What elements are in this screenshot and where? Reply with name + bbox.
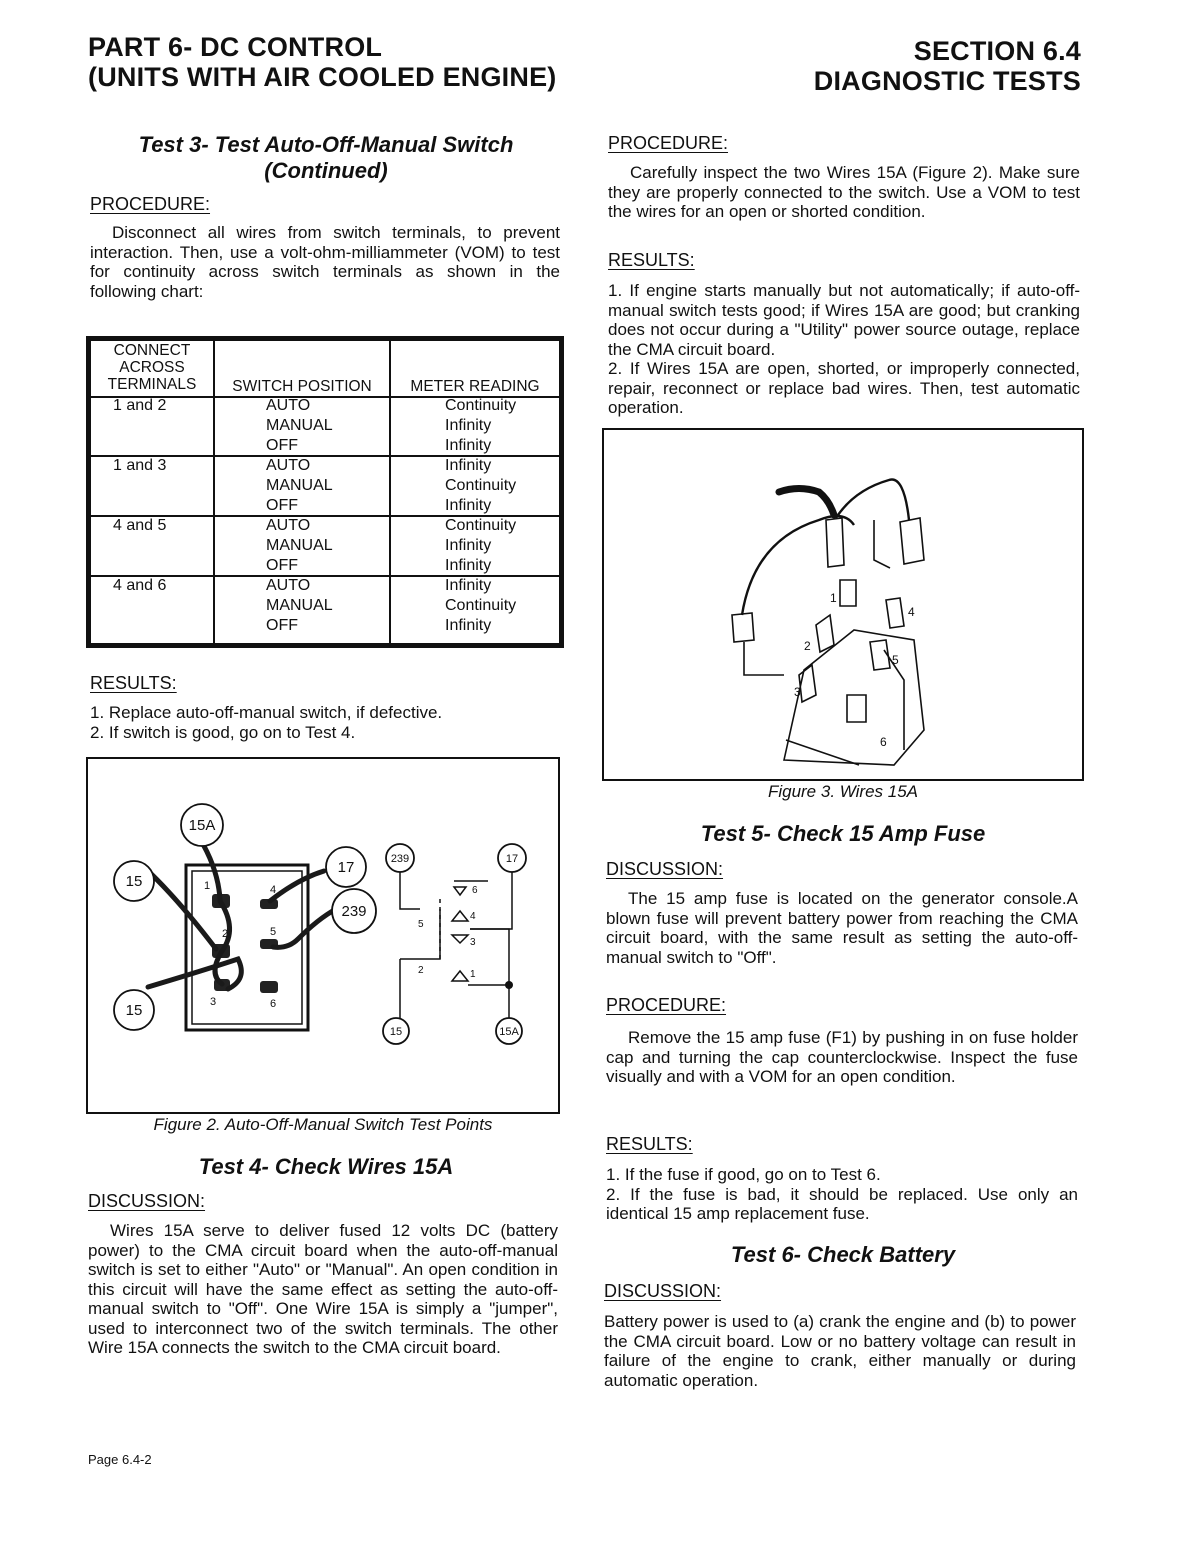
fig3-terminal-4: 4 <box>908 605 915 619</box>
label-17-wire: 17 <box>337 859 355 876</box>
table-cell-reading: Infinity <box>445 437 492 454</box>
terminal-number-3: 3 <box>210 996 217 1008</box>
table-cell-reading: Infinity <box>445 537 492 554</box>
test3-title-line1: Test 3- Test Auto-Off-Manual Switch <box>138 132 514 157</box>
section-title-line1: SECTION 6.4 <box>913 36 1081 66</box>
label-15-wire-bottom: 15 <box>125 1002 143 1019</box>
terminal-number-4: 4 <box>270 884 277 896</box>
table-cell-position: AUTO <box>266 517 311 534</box>
test5-title: Test 5- Check 15 Amp Fuse <box>700 821 986 846</box>
fig3-terminal-6: 6 <box>880 735 887 749</box>
schematic-label-15a: 15A <box>499 1026 519 1038</box>
test3-results-heading: RESULTS: <box>90 673 177 693</box>
test3-results <box>90 703 560 742</box>
table-cell-reading: Infinity <box>445 497 492 514</box>
table-cell-terminals: 4 and 6 <box>113 577 167 594</box>
header-connect: CONNECT <box>113 342 191 359</box>
test5-result-item: 1. If the fuse if good, go on to Test 6. <box>606 1165 881 1184</box>
label-15-wire-top: 15 <box>125 873 143 890</box>
test4-title: Test 4- Check Wires 15A <box>198 1154 454 1179</box>
table-header-meter-reading: METER READING <box>410 378 540 395</box>
table-cell-terminals: 1 and 3 <box>113 457 167 474</box>
table-cell-reading: Infinity <box>445 417 492 434</box>
table-cell-position: AUTO <box>266 577 311 594</box>
table-cell-position: OFF <box>266 557 298 574</box>
test4-result-item: 1. If engine starts manually but not automatically; if auto-off-manual switch tests good; if Wires 15A are good; but cranking does not occur during a "Utility" power source outage, replace the CMA circuit board. <box>608 281 1080 359</box>
table-cell-position: AUTO <box>266 397 311 414</box>
svg-text:2: 2 <box>418 965 424 976</box>
switch-schematic <box>400 872 512 1019</box>
test6-title: Test 6- Check Battery <box>730 1242 956 1267</box>
terminal-number-5: 5 <box>270 926 277 938</box>
table-cell-reading: Infinity <box>445 577 492 594</box>
test4-result-item: 2. If Wires 15A are open, shorted, or improperly connected, repair, reconnect or replace bad wires. Then, test automatic operation. <box>608 359 1080 417</box>
figure2-caption: Figure 2. Auto-Off-Manual Switch Test Points <box>153 1115 493 1134</box>
part-title-line1: PART 6- DC CONTROL <box>88 32 383 62</box>
figure3-illustration <box>604 430 1082 779</box>
header-across: ACROSS <box>119 359 185 376</box>
figure3-box <box>602 428 1084 781</box>
table-cell-terminals: 1 and 2 <box>113 397 167 414</box>
figure2-diagram <box>88 759 558 1112</box>
table-cell-reading: Continuity <box>445 517 517 534</box>
test4-procedure-heading: PROCEDURE: <box>608 133 729 153</box>
test6-discussion-heading: DISCUSSION: <box>604 1281 722 1301</box>
terminal-number-2: 2 <box>222 928 229 940</box>
page-number: Page 6.4-2 <box>88 1452 152 1467</box>
label-239-wire: 239 <box>341 903 367 920</box>
test3-result-item: 2. If switch is good, go on to Test 4. <box>90 722 356 742</box>
table-cell-position: AUTO <box>266 457 311 474</box>
figure2-box <box>86 757 560 1114</box>
header-terminals: TERMINALS <box>107 376 197 393</box>
test3-procedure-heading: PROCEDURE: <box>90 194 211 214</box>
schematic-label-239: 239 <box>390 853 410 865</box>
table-cell-reading: Continuity <box>445 597 517 614</box>
table-cell-position: OFF <box>266 497 298 514</box>
table-cell-reading: Infinity <box>445 617 492 634</box>
svg-text:5: 5 <box>418 919 424 930</box>
test3-procedure-text: Disconnect all wires from switch terminals, to prevent interaction. Then, use a volt-ohm-milliammeter (VOM) to test for continuity across switch terminals as shown in the following chart: <box>90 223 560 301</box>
test5-results-heading: RESULTS: <box>606 1134 693 1154</box>
svg-text:3: 3 <box>470 937 476 948</box>
table-cell-position: MANUAL <box>266 477 333 494</box>
svg-text:6: 6 <box>472 885 478 896</box>
fig3-terminal-5: 5 <box>892 653 899 667</box>
test5-discussion-text: The 15 amp fuse is located on the generator console.A blown fuse will prevent battery power from reaching the CMA circuit board, with the same result as setting the auto-off-manual switch to "Off". <box>606 889 1078 967</box>
test4-results <box>608 281 1080 418</box>
table-cell-position: OFF <box>266 617 298 634</box>
terminal-number-1: 1 <box>204 880 211 892</box>
figure3-caption: Figure 3. Wires 15A <box>767 782 919 801</box>
section-title <box>814 36 1081 96</box>
section-title-line2: DIAGNOSTIC TESTS <box>813 66 1081 96</box>
table-header-terminals <box>91 342 213 393</box>
test6-discussion-text: Battery power is used to (a) crank the engine and (b) to power the CMA circuit board. Low or no battery voltage can result in failure of the engine to crank, either manually or during automatic operation. <box>604 1312 1076 1390</box>
switch-body-drawing <box>732 518 924 765</box>
table-cell-reading: Continuity <box>445 477 517 494</box>
part-title <box>88 32 556 92</box>
test3-title-line2: (Continued) <box>264 158 388 183</box>
schematic-label-15: 15 <box>389 1026 403 1038</box>
test4-procedure-text: Carefully inspect the two Wires 15A (Figure 2). Make sure they are properly connected to the switch. Use a VOM to test the wires for an open or shorted condition. <box>608 163 1080 221</box>
terminal-number-6: 6 <box>270 998 277 1010</box>
table-cell-terminals: 4 and 5 <box>113 517 167 534</box>
test3-title <box>88 132 564 184</box>
table-cell-position: MANUAL <box>266 417 333 434</box>
svg-text:1: 1 <box>470 969 476 980</box>
svg-text:4: 4 <box>470 911 476 922</box>
table-cell-reading: Continuity <box>445 397 517 414</box>
test4-discussion-text: Wires 15A serve to deliver fused 12 volts DC (battery power) to the CMA circuit board when the auto-off-manual switch is set to either "Auto" or "Manual". An open condition in this circuit will have the same effect as setting the auto-off-manual switch to "Off". One Wire 15A is simply a "jumper", used to interconnect two of the switch terminals. The other Wire 15A connects the switch to the CMA circuit board. <box>88 1221 558 1357</box>
fig3-terminal-2: 2 <box>804 639 811 653</box>
continuity-table <box>86 336 564 648</box>
label-15a-wire: 15A <box>188 817 216 834</box>
test5-results <box>606 1165 1078 1224</box>
test3-result-item: 1. Replace auto-off-manual switch, if defective. <box>90 703 443 722</box>
table-header-switch-position: SWITCH POSITION <box>232 378 372 395</box>
test4-discussion-heading: DISCUSSION: <box>88 1191 206 1211</box>
table-cell-reading: Infinity <box>445 457 492 474</box>
test4-results-heading: RESULTS: <box>608 250 695 270</box>
part-title-line2: (UNITS WITH AIR COOLED ENGINE) <box>88 62 557 92</box>
test5-result-item: 2. If the fuse is bad, it should be replaced. Use only an identical 15 amp replacement fuse. <box>606 1184 1078 1223</box>
table-cell-position: MANUAL <box>266 597 333 614</box>
test5-procedure-text: Remove the 15 amp fuse (F1) by pushing in on fuse holder cap and turning the cap counterclockwise. Inspect the fuse visually and with a VOM for an open condition. <box>606 1028 1078 1086</box>
table-cell-position: OFF <box>266 437 298 454</box>
fig3-terminal-1: 1 <box>830 591 837 605</box>
test5-discussion-heading: DISCUSSION: <box>606 859 724 879</box>
test5-procedure-heading: PROCEDURE: <box>606 995 727 1015</box>
table-cell-reading: Infinity <box>445 557 492 574</box>
schematic-label-17: 17 <box>505 853 519 865</box>
table-cell-position: MANUAL <box>266 537 333 554</box>
fig3-terminal-3: 3 <box>794 685 801 699</box>
